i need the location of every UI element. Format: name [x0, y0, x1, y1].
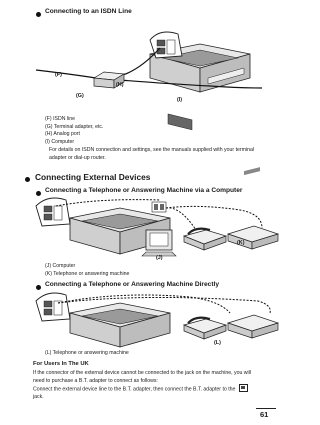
- legend-item: (I) Computer: [45, 138, 75, 145]
- via-computer-legend: [45, 263, 129, 278]
- bullet: [36, 285, 41, 290]
- connector-inset: [36, 198, 70, 226]
- label-l: (L): [214, 340, 221, 346]
- uk-heading: For Users In The UK: [33, 361, 89, 367]
- label-g: (G): [76, 93, 84, 99]
- label-i: (I): [177, 97, 183, 103]
- body-line: jack.: [33, 394, 44, 401]
- direct-heading: Connecting a Telephone or Answering Machine Directly: [45, 281, 220, 288]
- body-line-text: Connect the external device line to the B.T. adapter, then connect the B.T. adapter to the: [33, 386, 236, 393]
- jack-icon: [239, 384, 248, 392]
- label-k: (K): [237, 240, 245, 246]
- answering-machine-illustration: [228, 315, 278, 338]
- note-line: adapter or dial-up router.: [49, 154, 106, 161]
- note-line: For details on ISDN connection and settings, see the manuals supplied with your terminal: [49, 147, 255, 153]
- body-line: [33, 385, 251, 394]
- legend-item: (F) ISDN line: [45, 116, 75, 122]
- page-number: 61: [260, 410, 269, 419]
- bullet: [36, 12, 41, 17]
- body-line: need to purchase a B.T. adapter to connect as follows:: [33, 377, 158, 384]
- telephone-illustration: [184, 229, 226, 250]
- answering-machine-illustration: [228, 167, 278, 249]
- via-computer-diagram: [0, 196, 300, 266]
- printer-machine-illustration: [70, 303, 170, 347]
- isdn-legend: [45, 116, 103, 146]
- legend-item: (H) Analog port: [45, 131, 80, 138]
- label-h: (H): [116, 82, 124, 88]
- isdn-heading: Connecting to an ISDN Line: [45, 8, 132, 15]
- bullet: [25, 177, 30, 182]
- label-f: (F): [55, 72, 62, 78]
- direct-legend: (L) Telephone or answering machine: [45, 350, 129, 356]
- via-computer-heading: Connecting a Telephone or Answering Machine via a Computer: [45, 187, 243, 194]
- body-line: If the connector of the external device cannot be connected to the jack on the machine, you will: [33, 370, 252, 376]
- isdn-note: [49, 147, 254, 162]
- legend-item: (K) Telephone or answering machine: [45, 270, 130, 277]
- legend-item: (G) Terminal adapter, etc.: [45, 123, 104, 130]
- telephone-illustration: [184, 318, 226, 339]
- label-j: (J): [156, 255, 163, 261]
- page-number-rule: [256, 408, 276, 409]
- connector-inset: [36, 293, 70, 321]
- isdn-connection-diagram: [0, 26, 300, 106]
- uk-body: [33, 370, 251, 402]
- legend-item: (J) Computer: [45, 263, 76, 269]
- direct-connection-diagram: [0, 291, 300, 351]
- external-heading: Connecting External Devices: [35, 172, 151, 182]
